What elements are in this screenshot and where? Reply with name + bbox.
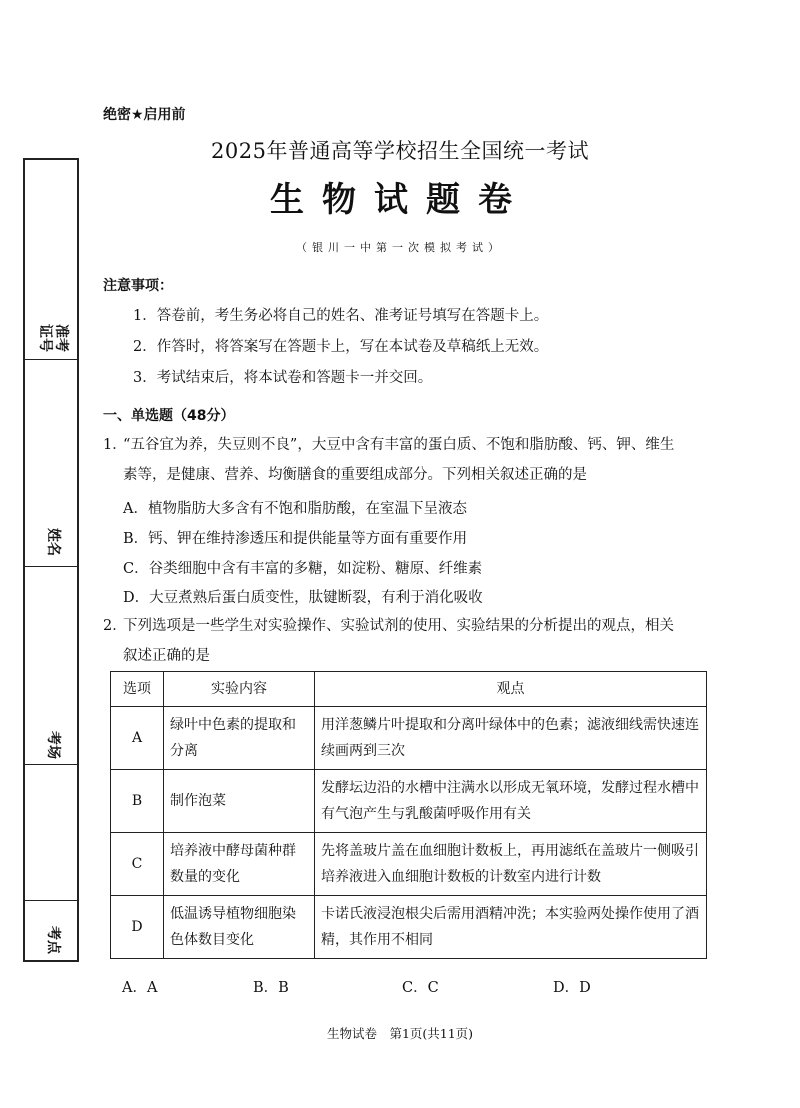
table-cell: 卡诺氏液浸泡根尖后需用酒精冲洗；本实验两处操作使用了酒精，其作用不相同 xyxy=(315,896,707,959)
side-label-name: 姓名 xyxy=(45,528,61,556)
option-c: C．谷类细胞中含有丰富的多糖，如淀粉、糖原、纤维素 xyxy=(123,561,483,577)
option-b: B．钙、钾在维持渗透压和提供能量等方面有重要作用 xyxy=(123,531,468,547)
question-stem-line: “五谷宜为养，失豆则不良”，大豆中含有丰富的蛋白质、不饱和脂肪酸、钙、钾、维生 xyxy=(123,437,675,453)
table-row xyxy=(111,896,707,959)
subject-title: 生物试题卷 xyxy=(270,180,530,220)
question-stem-line: 下列选项是一些学生对实验操作、实验试剂的使用、实验结果的分析提出的观点，相关 xyxy=(123,618,674,634)
side-divider xyxy=(25,900,77,901)
notice-item: 1．答卷前，考生务必将自己的姓名、准考证号填写在答题卡上。 xyxy=(133,308,549,324)
notice-heading: 注意事项： xyxy=(103,278,173,294)
side-binding-strip xyxy=(23,158,79,962)
question-stem-line: 素等，是健康、营养、均衡膳食的重要组成部分。下列相关叙述正确的是 xyxy=(123,467,587,483)
table-header: 观点 xyxy=(315,672,707,707)
question-number: 1． xyxy=(103,437,127,453)
question-1 xyxy=(103,430,703,490)
table-cell: 发酵坛边沿的水槽中注满水以形成无氧环境，发酵过程水槽中有气泡产生与乳酸菌呼吸作用有关 xyxy=(315,770,707,833)
table-cell: 低温诱导植物细胞染色体数目变化 xyxy=(164,896,315,959)
mock-exam-subtitle: （银川一中第一次模拟考试） xyxy=(296,241,504,254)
question-number: 2． xyxy=(103,618,127,634)
table-cell: 绿叶中色素的提取和分离 xyxy=(164,707,315,770)
question-2 xyxy=(103,611,703,671)
side-divider xyxy=(25,359,77,360)
option-a: A．植物脂肪大多含有不饱和脂肪酸，在室温下呈液态 xyxy=(123,501,467,517)
table-cell: D xyxy=(111,896,164,959)
table-cell: A xyxy=(111,707,164,770)
table-row xyxy=(111,770,707,833)
exam-title: 2025年普通高等学校招生全国统一考试 xyxy=(211,139,589,163)
table-header-row xyxy=(111,672,707,707)
table-row xyxy=(111,707,707,770)
confidential-label: 绝密★启用前 xyxy=(103,107,186,123)
table-cell: C xyxy=(111,833,164,896)
table-cell: 用洋葱鳞片叶提取和分离叶绿体中的色素；滤液细线需快速连续画两到三次 xyxy=(315,707,707,770)
side-label-site: 考点 xyxy=(45,926,61,954)
table-header: 实验内容 xyxy=(164,672,315,707)
notice-item: 3．考试结束后，将本试卷和答题卡一并交回。 xyxy=(133,370,433,386)
option-d: D．大豆煮熟后蛋白质变性，肽键断裂，有利于消化吸收 xyxy=(123,590,483,606)
side-divider xyxy=(25,566,77,567)
table-cell: 培养液中酵母菌种群数量的变化 xyxy=(164,833,315,896)
question-stem-line: 叙述正确的是 xyxy=(123,648,210,664)
experiment-table xyxy=(110,671,707,959)
side-label-exam-number: 准考证号 xyxy=(37,324,69,352)
answer-option-b: B．B xyxy=(253,980,289,996)
answer-option-a: A．A xyxy=(122,980,158,996)
section-heading: 一、单选题（48分） xyxy=(103,408,235,424)
answer-option-c: C．C xyxy=(402,980,439,996)
table-cell: 先将盖玻片盖在血细胞计数板上，再用滤纸在盖玻片一侧吸引培养液进入血细胞计数板的计数室内进行计数 xyxy=(315,833,707,896)
answer-option-d: D．D xyxy=(553,980,591,996)
notice-item: 2．作答时，将答案写在答题卡上，写在本试卷及草稿纸上无效。 xyxy=(133,339,549,355)
table-cell: 制作泡菜 xyxy=(164,770,315,833)
table-cell: B xyxy=(111,770,164,833)
page-footer: 生物试卷 第1页(共11页) xyxy=(326,1026,474,1041)
table-row xyxy=(111,833,707,896)
table-header: 选项 xyxy=(111,672,164,707)
side-label-room: 考场 xyxy=(45,731,61,759)
